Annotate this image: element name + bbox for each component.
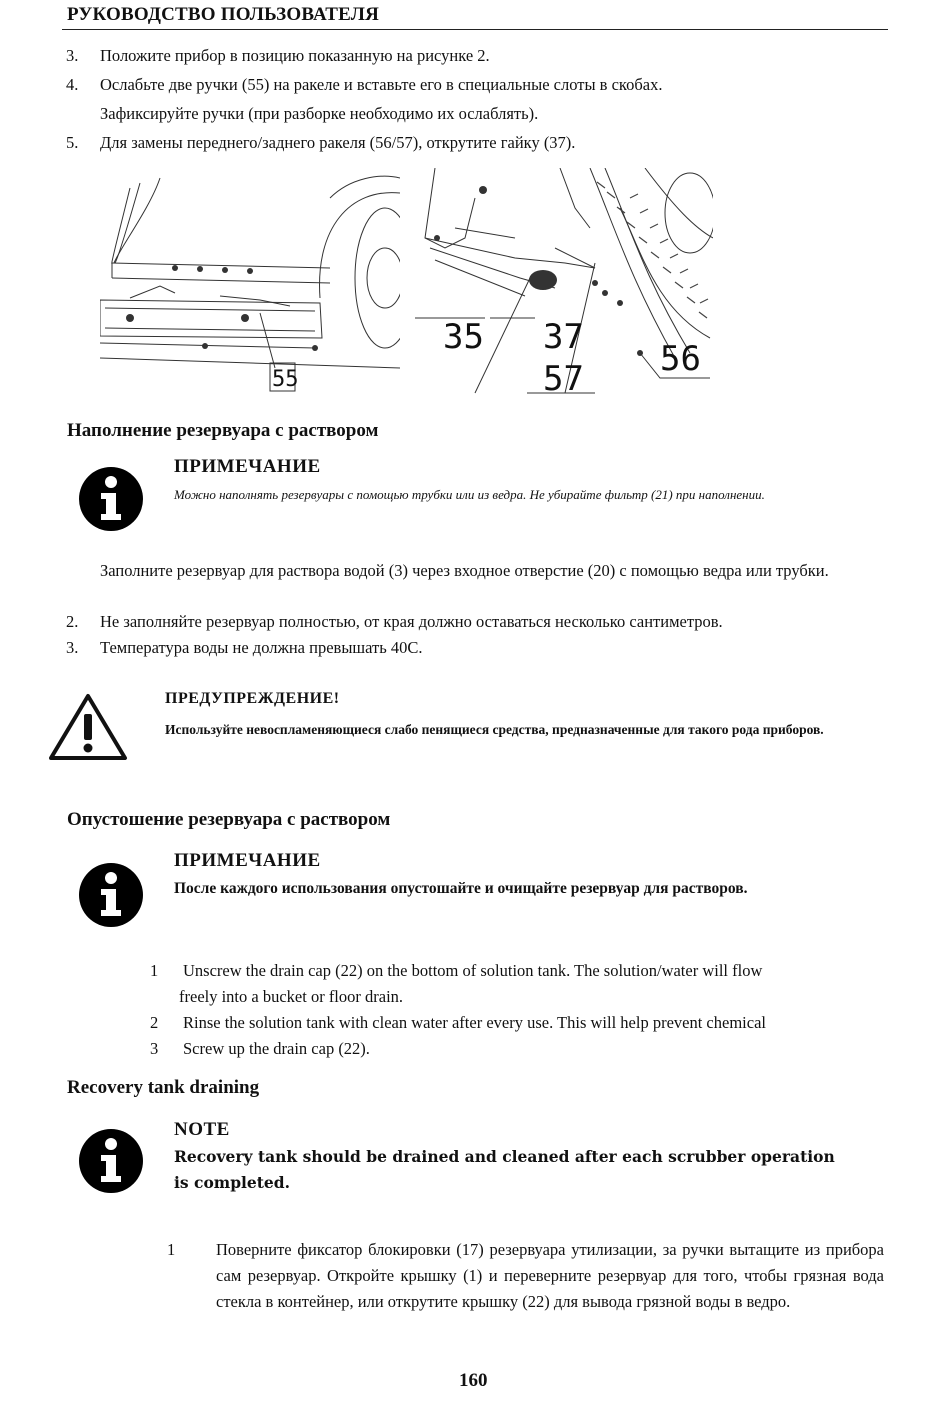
list-item-text: Для замены переднего/заднего ракеля (56/57), открутите гайку (37). [100,133,576,152]
list-item-text: Unscrew the drain cap (22) on the bottom of solution tank. The solution/water will flow [183,961,763,980]
list-item-text: Screw up the drain cap (22). [183,1039,370,1058]
list-item-number: 2. [66,612,79,631]
part-label-35: 35 [443,317,484,357]
list-item [66,635,896,661]
list-item-number: 3. [66,638,79,657]
info-icon [78,1128,144,1194]
squeegee-left-figure [100,168,400,398]
list-item [66,101,896,130]
list-item [150,1036,890,1062]
warning-triangle-icon [48,692,128,762]
section-heading-fill: Наполнение резервуара с раствором [67,420,379,441]
list-item [66,609,896,635]
list-item-text: Положите прибор в позицию показанную на рисунке 2. [100,46,490,65]
part-label-37: 37 [543,317,584,357]
list-item-number: 1 [167,1240,176,1259]
section-heading-drain: Опустошение резервуара с раствором [67,809,391,830]
list-item-text: Поверните фиксатор блокировки (17) резервуара утилизации, за ручки вытащите из прибора сам резервуар. Откройте крышку (1) и переверните резервуар для того, чтобы грязная вода стекла в контейнер, или открутите крышку (22) для вывода грязной воды в ведро. [216,1240,884,1311]
warning-title: ПРЕДУПРЕЖДЕНИЕ! [165,690,340,707]
note-text: Recovery tank should be drained and cleaned after each scrubber operation is completed. [174,1147,835,1192]
list-item [66,43,896,72]
list-item-text: Rinse the solution tank with clean water after every use. This will help prevent chemical [183,1013,766,1032]
fill-steps-list [66,609,896,661]
list-item-number: 3 [150,1039,159,1058]
list-item [167,1237,887,1315]
note-text: Можно наполнять резервуары с помощью трубки или из ведра. Не убирайте фильтр (21) при наполнении. [174,487,765,502]
section-heading-recovery: Recovery tank draining [67,1077,260,1098]
list-item-number: 3. [66,46,79,65]
recovery-steps-list [167,1237,887,1315]
info-icon [78,862,144,928]
list-item-number: 4. [66,75,79,94]
fill-intro-paragraph: Заполните резервуар для раствора водой (3) через входное отверстие (20) с помощью ведра или трубки. [100,561,829,580]
drain-steps-list [150,958,890,1062]
list-item-text: Не заполняйте резервуар полностью, от края должно оставаться несколько сантиметров. [100,612,723,631]
list-item [150,958,890,984]
note-title: ПРИМЕЧАНИЕ [174,850,321,871]
squeegee-detail-figure [415,168,713,404]
list-item-text: Ослабьте две ручки (55) на ракеле и вставьте его в специальные слоты в скобах. [100,75,663,94]
list-item-number: 1 [150,961,159,980]
warning-text: Используйте невоспламеняющиеся слабо пенящиеся средства, предназначенные для такого рода приборов. [165,722,824,737]
part-label-57: 57 [543,359,584,399]
info-icon [78,466,144,532]
list-item-number: 5. [66,133,79,152]
list-item-text: freely into a bucket or floor drain. [179,987,404,1006]
note-text: После каждого использования опустошайте и очищайте резервуар для растворов. [174,880,748,897]
page-number: 160 [459,1370,488,1391]
list-item-continuation [150,984,890,1010]
part-label-56: 56 [660,339,701,379]
list-item [66,130,896,159]
list-item [150,1010,890,1036]
note-title: NOTE [174,1119,230,1140]
header-divider [62,29,888,30]
list-item [66,72,896,101]
list-item-number: 2 [150,1013,159,1032]
list-item-text: Температура воды не должна превышать 40С. [100,638,423,657]
note-title: ПРИМЕЧАНИЕ [174,456,321,477]
document-header-title: РУКОВОДСТВО ПОЛЬЗОВАТЕЛЯ [67,4,380,25]
part-label-55: 55 [272,367,299,392]
install-steps-list [66,43,896,159]
list-item-text: Зафиксируйте ручки (при разборке необходимо их ослаблять). [100,104,539,123]
